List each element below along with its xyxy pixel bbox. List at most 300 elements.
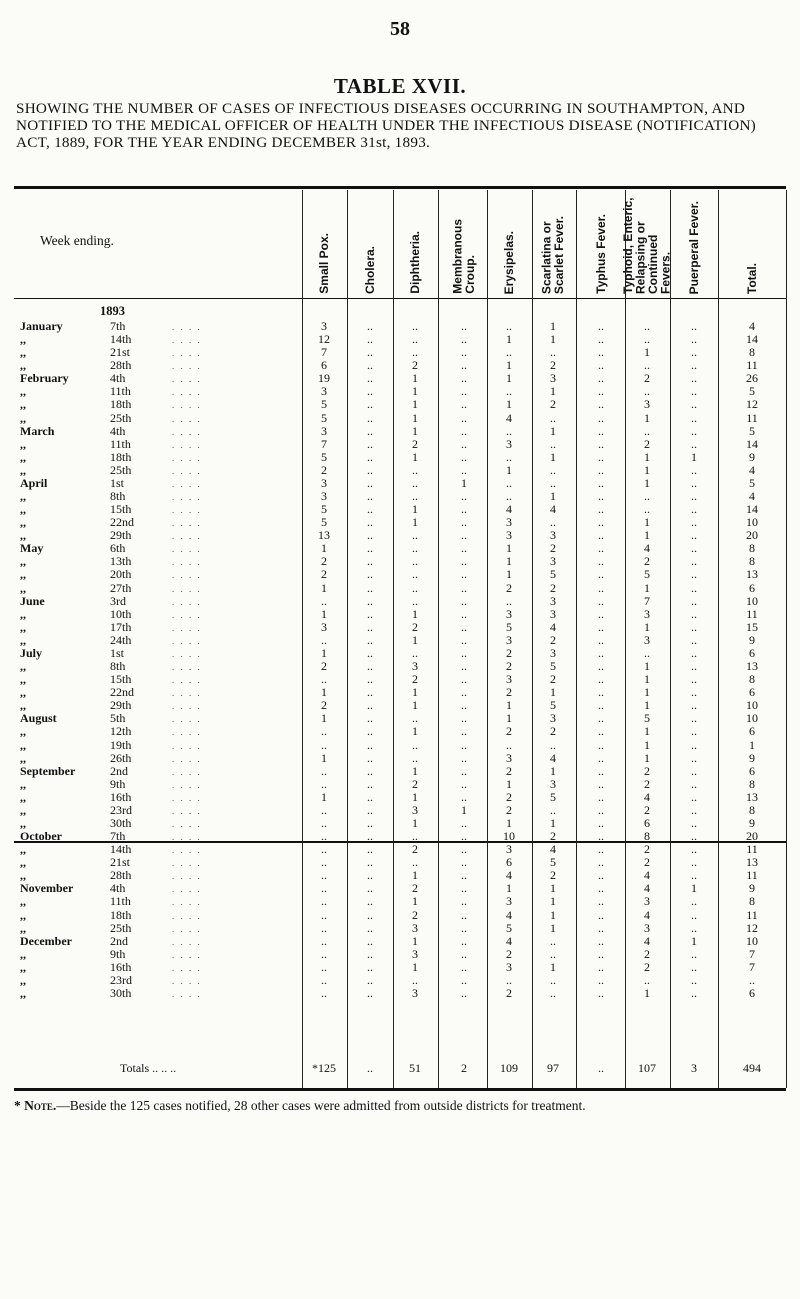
table-cell: .. — [412, 528, 418, 543]
row-leaders: . . . . — [172, 387, 202, 398]
table-cell: .. — [506, 319, 512, 333]
table-cell: 1 — [506, 711, 512, 726]
table-row — [0, 398, 800, 411]
table-cell: .. — [367, 384, 373, 399]
row-day: 16th — [110, 959, 132, 974]
table-cell: .. — [461, 515, 467, 530]
totals-cell: 51 — [409, 1061, 421, 1075]
table-cell: .. — [461, 711, 467, 726]
table-cell: 2 — [321, 462, 327, 477]
table-cell: 1 — [506, 462, 512, 477]
table-cell: .. — [691, 410, 697, 425]
table-cell: .. — [367, 475, 373, 490]
table-cell: .. — [367, 933, 373, 948]
table-cell: .. — [598, 881, 604, 896]
row-day: 9th — [110, 776, 126, 791]
table-cell: 4 — [506, 410, 512, 425]
row-day: 7th — [110, 319, 126, 333]
row-month: ,, — [20, 868, 26, 883]
row-leaders: . . . . — [172, 596, 202, 607]
column-header-label: Erysipelas. — [501, 230, 516, 294]
table-cell: .. — [412, 475, 418, 490]
row-leaders: . . . . — [172, 779, 202, 790]
table-cell: 4 — [644, 868, 650, 883]
table-cell: .. — [461, 528, 467, 543]
table-cell: 4 — [550, 502, 556, 517]
table-cell: .. — [598, 946, 604, 961]
table-cell: .. — [321, 724, 327, 739]
table-cell: .. — [461, 763, 467, 778]
table-cell: .. — [367, 789, 373, 804]
table-cell: 5 — [550, 567, 556, 582]
table-cell: 3 — [550, 606, 556, 621]
table-cell: .. — [598, 332, 604, 347]
table-cell: .. — [644, 384, 650, 399]
table-cell: .. — [691, 946, 697, 961]
table-cell: .. — [598, 619, 604, 634]
table-cell: .. — [367, 410, 373, 425]
table-cell: .. — [691, 815, 697, 830]
row-day: 21st — [110, 855, 131, 870]
table-cell: .. — [367, 397, 373, 412]
table-cell: 3 — [506, 632, 512, 647]
table-cell: .. — [461, 946, 467, 961]
table-cell: .. — [461, 580, 467, 595]
row-leaders: . . . . — [172, 400, 202, 411]
table-cell: .. — [598, 894, 604, 909]
table-cell: 1 — [550, 332, 556, 347]
table-cell: 1 — [506, 397, 512, 412]
table-cell: .. — [598, 815, 604, 830]
table-cell: .. — [691, 580, 697, 595]
table-cell: .. — [461, 462, 467, 477]
table-cell: .. — [691, 711, 697, 726]
row-month: ,, — [20, 815, 26, 830]
table-cell: .. — [367, 724, 373, 739]
row-day: 25th — [110, 920, 132, 935]
table-cell: .. — [550, 436, 556, 451]
table-cell: .. — [506, 737, 512, 752]
table-row — [0, 739, 800, 752]
bottom-rule — [14, 1088, 786, 1091]
row-leaders: . . . . — [172, 858, 202, 869]
row-month: ,, — [20, 672, 26, 687]
table-cell: 1 — [644, 449, 650, 464]
table-cell: 3 — [412, 985, 418, 1000]
table-cell: .. — [550, 802, 556, 817]
table-cell: .. — [598, 645, 604, 660]
table-cell: .. — [367, 763, 373, 778]
table-cell: .. — [321, 881, 327, 896]
table-cell: .. — [321, 972, 327, 987]
table-cell: 1 — [412, 632, 418, 647]
table-cell: .. — [691, 475, 697, 490]
table-cell: 2 — [550, 829, 556, 844]
table-cell: 5 — [550, 855, 556, 870]
table-cell: 1 — [550, 449, 556, 464]
table-row — [0, 778, 800, 791]
table-cell: .. — [412, 855, 418, 870]
table-cell: .. — [321, 593, 327, 608]
table-cell: 9 — [749, 815, 755, 830]
table-cell: 2 — [550, 724, 556, 739]
table-cell: .. — [691, 750, 697, 765]
table-cell: .. — [321, 632, 327, 647]
table-cell: 1 — [412, 423, 418, 438]
table-cell: 2 — [321, 567, 327, 582]
table-cell: 1 — [412, 894, 418, 909]
table-cell: .. — [598, 972, 604, 987]
table-cell: 8 — [644, 829, 650, 844]
table-cell: 2 — [644, 802, 650, 817]
table-cell: .. — [461, 502, 467, 517]
row-month: ,, — [20, 528, 26, 543]
row-leaders: . . . . — [172, 452, 202, 463]
table-cell: 3 — [550, 371, 556, 386]
table-cell: .. — [691, 698, 697, 713]
table-cell: 1 — [412, 815, 418, 830]
table-cell: .. — [367, 332, 373, 347]
year-label: 1893 — [100, 304, 125, 318]
row-month: ,, — [20, 907, 26, 922]
row-month: ,, — [20, 567, 26, 582]
table-cell: .. — [412, 711, 418, 726]
table-cell: .. — [598, 515, 604, 530]
table-cell: .. — [321, 842, 327, 857]
table-cell: 2 — [412, 842, 418, 857]
table-cell: .. — [598, 580, 604, 595]
row-leaders: . . . . — [172, 518, 202, 529]
totals-cell: 97 — [547, 1061, 559, 1075]
table-row — [0, 765, 800, 778]
row-day: 1st — [110, 475, 125, 490]
table-cell: .. — [321, 907, 327, 922]
table-cell: 2 — [550, 358, 556, 373]
table-cell: .. — [461, 672, 467, 687]
table-cell: .. — [412, 580, 418, 595]
table-cell: .. — [461, 489, 467, 504]
table-row — [0, 568, 800, 581]
table-cell: 2 — [412, 907, 418, 922]
table-cell: 8 — [749, 541, 755, 556]
table-cell: 20 — [746, 528, 758, 543]
table-cell: .. — [461, 881, 467, 896]
row-leaders: . . . . — [172, 609, 202, 620]
table-cell: 6 — [749, 985, 755, 1000]
table-cell: 2 — [412, 619, 418, 634]
table-cell: .. — [461, 345, 467, 360]
table-cell: .. — [367, 750, 373, 765]
table-cell: 2 — [506, 763, 512, 778]
column-header-label: Total. — [744, 262, 759, 294]
row-leaders: . . . . — [172, 348, 202, 359]
table-cell: .. — [412, 541, 418, 556]
table-cell: 2 — [644, 554, 650, 569]
table-cell: .. — [506, 449, 512, 464]
row-leaders: . . . . — [172, 675, 202, 686]
table-cell: .. — [461, 750, 467, 765]
table-cell: 5 — [321, 397, 327, 412]
table-cell: .. — [461, 606, 467, 621]
table-cell: .. — [598, 462, 604, 477]
table-cell: .. — [367, 632, 373, 647]
table-cell: 1 — [550, 384, 556, 399]
table-cell: 14 — [746, 436, 758, 451]
table-cell: .. — [644, 645, 650, 660]
row-month: April — [20, 475, 48, 490]
table-cell: .. — [412, 750, 418, 765]
table-cell: .. — [321, 946, 327, 961]
row-leaders: . . . . — [172, 897, 202, 908]
row-leaders: . . . . — [172, 740, 202, 751]
table-cell: 3 — [506, 515, 512, 530]
table-cell: 8 — [749, 345, 755, 360]
table-cell: .. — [691, 632, 697, 647]
row-month: ,, — [20, 384, 26, 399]
table-row — [0, 634, 800, 647]
row-leaders: . . . . — [172, 426, 202, 437]
table-cell: 1 — [644, 410, 650, 425]
table-cell: .. — [461, 554, 467, 569]
column-header-label: Diphtheria. — [407, 231, 422, 294]
table-cell: .. — [367, 502, 373, 517]
table-cell: .. — [644, 502, 650, 517]
table-cell: .. — [691, 502, 697, 517]
table-cell: 5 — [550, 698, 556, 713]
row-day: 1st — [110, 645, 125, 660]
table-cell: .. — [691, 593, 697, 608]
table-cell: 1 — [644, 672, 650, 687]
table-cell: .. — [550, 933, 556, 948]
table-cell: 1 — [644, 475, 650, 490]
row-day: 5th — [110, 711, 126, 726]
table-cell: 1 — [506, 567, 512, 582]
table-cell: .. — [461, 436, 467, 451]
table-cell: 1 — [644, 345, 650, 360]
row-leaders: . . . . — [172, 910, 202, 921]
table-cell: 2 — [550, 632, 556, 647]
table-cell: 1 — [412, 397, 418, 412]
table-cell: 1 — [412, 502, 418, 517]
table-cell: .. — [691, 619, 697, 634]
table-cell: .. — [321, 672, 327, 687]
table-cell: .. — [367, 855, 373, 870]
table-cell: .. — [550, 345, 556, 360]
table-cell: .. — [598, 802, 604, 817]
table-cell: .. — [367, 358, 373, 373]
column-header-label: Membranous Croup. — [450, 219, 477, 294]
top-rule — [14, 186, 786, 189]
table-cell: 1 — [550, 685, 556, 700]
table-cell: .. — [367, 698, 373, 713]
table-cell: .. — [691, 319, 697, 333]
table-cell: .. — [461, 645, 467, 660]
column-header-label: Puerperal Fever. — [686, 200, 701, 294]
table-cell: 9 — [749, 750, 755, 765]
table-cell: .. — [461, 894, 467, 909]
row-month: ,, — [20, 776, 26, 791]
row-month: ,, — [20, 842, 26, 857]
table-cell: .. — [598, 319, 604, 333]
table-cell: .. — [461, 789, 467, 804]
row-month: ,, — [20, 959, 26, 974]
row-month: ,, — [20, 750, 26, 765]
table-cell: 2 — [550, 672, 556, 687]
row-month: ,, — [20, 449, 26, 464]
table-row — [0, 909, 800, 922]
table-row — [0, 804, 800, 817]
table-cell: .. — [598, 985, 604, 1000]
table-cell: 1 — [321, 606, 327, 621]
table-cell: .. — [550, 475, 556, 490]
row-month: ,, — [20, 724, 26, 739]
table-cell: .. — [691, 763, 697, 778]
table-cell: 3 — [506, 672, 512, 687]
table-cell: 7 — [749, 959, 755, 974]
table-cell: 3 — [412, 659, 418, 674]
table-cell: 10 — [746, 711, 758, 726]
column-header — [487, 196, 531, 294]
table-cell: .. — [367, 423, 373, 438]
table-cell: .. — [367, 985, 373, 1000]
table-cell: .. — [367, 659, 373, 674]
row-day: 23rd — [110, 802, 132, 817]
row-day: 24th — [110, 632, 132, 647]
page-number: 58 — [390, 18, 410, 40]
table-cell: .. — [367, 528, 373, 543]
table-cell: .. — [550, 515, 556, 530]
table-cell: 2 — [506, 946, 512, 961]
row-month: ,, — [20, 802, 26, 817]
table-cell: 4 — [506, 868, 512, 883]
table-cell: 14 — [746, 502, 758, 517]
table-cell: .. — [321, 855, 327, 870]
row-leaders: . . . . — [172, 818, 202, 829]
table-cell: .. — [367, 580, 373, 595]
table-cell: 2 — [412, 776, 418, 791]
table-cell: 4 — [644, 881, 650, 896]
row-month: ,, — [20, 410, 26, 425]
table-cell: 12 — [318, 332, 330, 347]
table-cell: 5 — [321, 449, 327, 464]
table-cell: .. — [321, 920, 327, 935]
row-leaders: . . . . — [172, 531, 202, 542]
table-cell: 1 — [412, 410, 418, 425]
row-leaders: . . . . — [172, 335, 202, 346]
table-cell: 1 — [412, 959, 418, 974]
table-cell: 6 — [644, 815, 650, 830]
table-cell: .. — [367, 881, 373, 896]
row-leaders: . . . . — [172, 322, 202, 332]
row-day: 11th — [110, 894, 131, 909]
table-cell: 5 — [321, 515, 327, 530]
table-cell: 4 — [749, 489, 755, 504]
table-cell: 4 — [506, 907, 512, 922]
row-leaders: . . . . — [172, 439, 202, 450]
table-cell: .. — [412, 737, 418, 752]
table-cell: .. — [598, 423, 604, 438]
table-cell: .. — [691, 358, 697, 373]
column-header-label: Small Pox. — [316, 233, 331, 294]
table-cell: .. — [461, 829, 467, 844]
column-header — [531, 196, 575, 294]
table-cell: 2 — [412, 436, 418, 451]
table-cell: .. — [412, 332, 418, 347]
table-cell: 2 — [644, 842, 650, 857]
row-day: 2nd — [110, 763, 128, 778]
table-cell: .. — [691, 332, 697, 347]
table-cell: 5 — [506, 619, 512, 634]
table-cell: .. — [367, 842, 373, 857]
row-month: ,, — [20, 332, 26, 347]
table-cell: .. — [644, 972, 650, 987]
table-cell: .. — [598, 698, 604, 713]
table-cell: 3 — [550, 711, 556, 726]
row-leaders: . . . . — [172, 478, 202, 489]
row-leaders: . . . . — [172, 688, 202, 699]
table-cell: .. — [644, 358, 650, 373]
table-cell: 4 — [506, 502, 512, 517]
table-cell: 1 — [412, 763, 418, 778]
table-cell: .. — [461, 449, 467, 464]
totals-label: Totals .. .. .. — [120, 1061, 177, 1075]
table-cell: .. — [598, 541, 604, 556]
table-cell: .. — [367, 672, 373, 687]
table-cell: 1 — [412, 724, 418, 739]
totals-cell: 107 — [638, 1061, 656, 1075]
row-day: 19th — [110, 737, 132, 752]
table-cell: .. — [461, 698, 467, 713]
table-cell: 1 — [550, 319, 556, 333]
row-month: ,, — [20, 358, 26, 373]
table-cell: 3 — [412, 946, 418, 961]
table-cell: .. — [691, 685, 697, 700]
table-cell: .. — [691, 541, 697, 556]
table-cell: 10 — [503, 829, 515, 844]
table-cell: 1 — [644, 515, 650, 530]
table-cell: 2 — [644, 436, 650, 451]
table-cell: .. — [367, 436, 373, 451]
row-day: 9th — [110, 946, 126, 961]
totals-cell: .. — [367, 1061, 373, 1075]
table-cell: 1 — [691, 881, 697, 896]
table-cell: .. — [367, 946, 373, 961]
totals-cell: *125 — [312, 1061, 336, 1075]
row-leaders: . . . . — [172, 962, 202, 973]
table-row — [0, 961, 800, 974]
table-cell: 2 — [412, 881, 418, 896]
table-cell: .. — [598, 449, 604, 464]
table-cell: .. — [598, 933, 604, 948]
table-cell: .. — [461, 685, 467, 700]
table-row — [0, 935, 800, 948]
table-cell: 26 — [746, 371, 758, 386]
table-cell: .. — [321, 829, 327, 844]
row-leaders: . . . . — [172, 845, 202, 856]
table-cell: .. — [691, 789, 697, 804]
table-cell: 2 — [506, 645, 512, 660]
table-cell: .. — [461, 371, 467, 386]
table-cell: .. — [321, 985, 327, 1000]
table-cell: .. — [412, 462, 418, 477]
table-cell: 1 — [412, 789, 418, 804]
row-month: ,, — [20, 397, 26, 412]
table-cell: .. — [367, 645, 373, 660]
table-cell: 1 — [644, 685, 650, 700]
table-cell: .. — [367, 541, 373, 556]
table-row — [0, 621, 800, 634]
footnote-lead: * Note. — [14, 1098, 57, 1113]
